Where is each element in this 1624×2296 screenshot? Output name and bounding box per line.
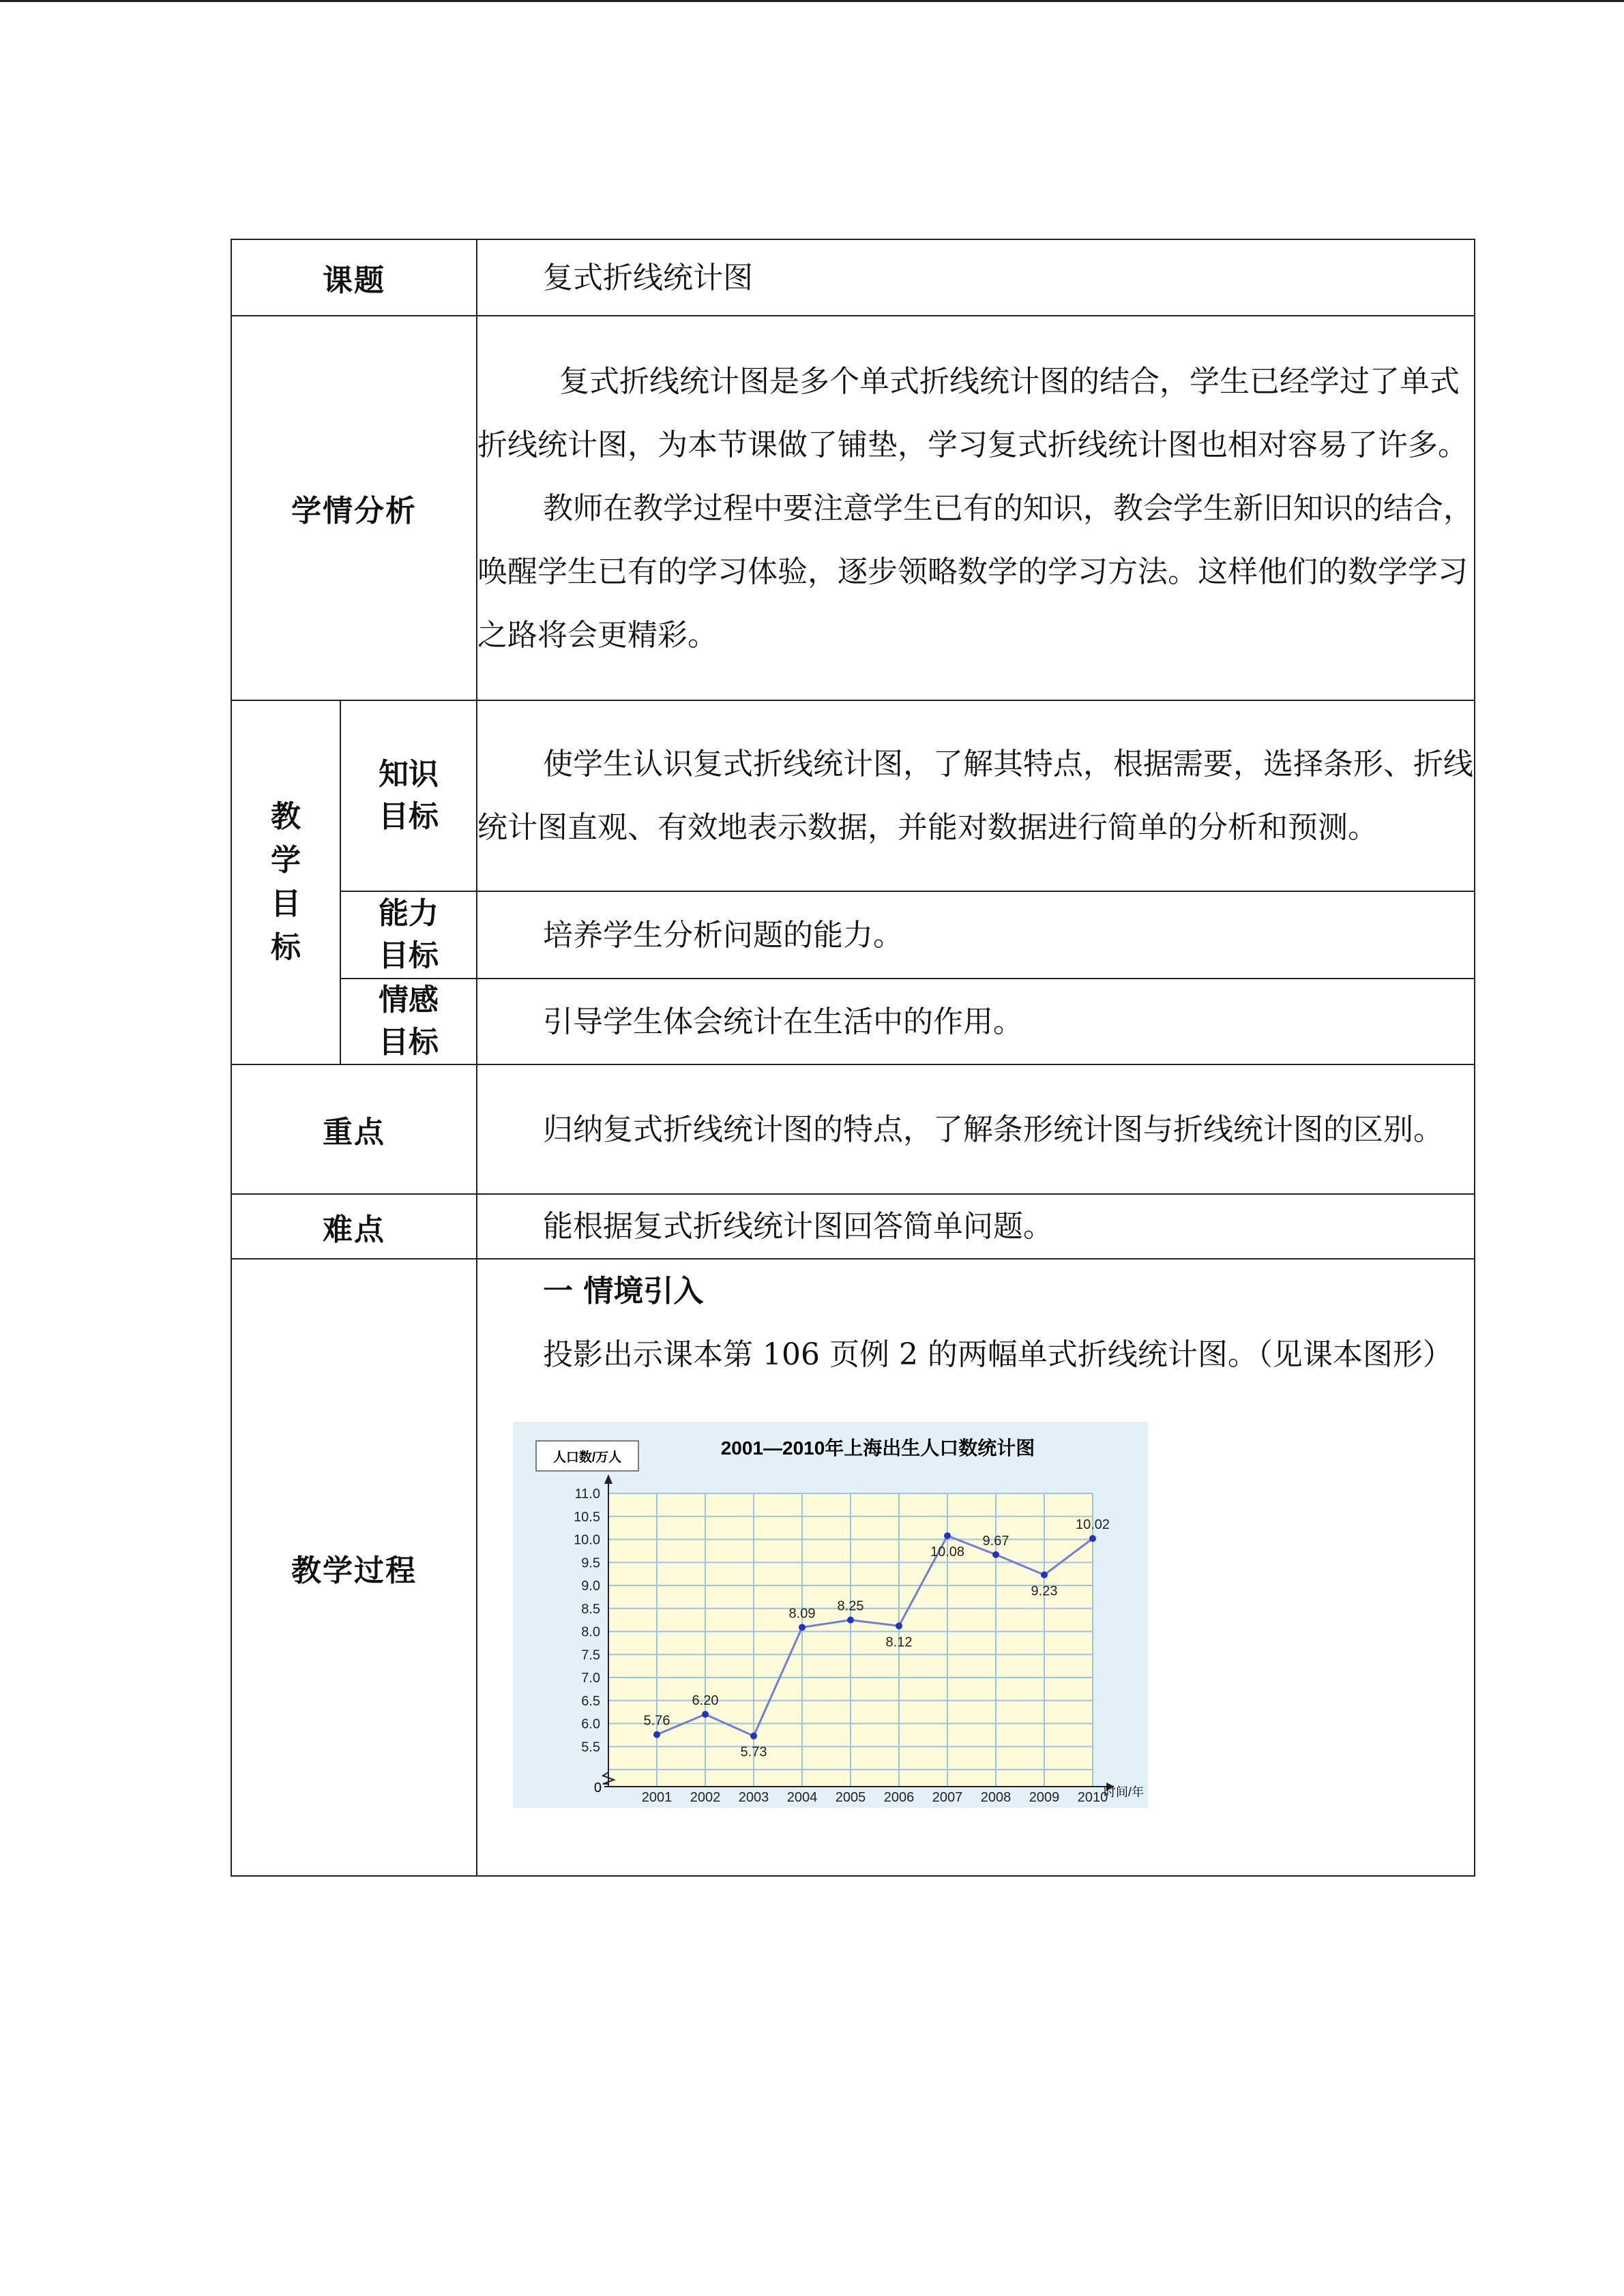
y-tick-label: 5.5	[581, 1740, 600, 1755]
row-difficulty	[231, 1194, 1475, 1259]
x-tick-label: 2007	[932, 1790, 963, 1805]
difficulty-cell	[477, 1194, 1475, 1259]
data-point	[992, 1551, 999, 1558]
row-process	[231, 1259, 1475, 1876]
y-tick-label: 10.5	[574, 1509, 600, 1525]
difficulty-label: 难点	[231, 1194, 477, 1259]
data-value-label: 10.02	[1075, 1517, 1110, 1533]
data-value-label: 9.23	[1031, 1583, 1058, 1599]
x-tick-label: 2004	[786, 1790, 818, 1805]
x-tick-label: 2003	[738, 1790, 769, 1805]
key-point-text: 归纳复式折线统计图的特点，了解条形统计图与折线统计图的区别。	[543, 1112, 1443, 1147]
x-tick-label: 2002	[690, 1790, 721, 1805]
row-key-point	[231, 1064, 1475, 1194]
knowledge-goal-label-2: 目标	[379, 799, 439, 834]
x-tick-label: 2005	[835, 1790, 866, 1805]
emotion-goal-label	[340, 979, 477, 1064]
chart-container	[513, 1422, 1148, 1808]
difficulty-text: 能根据复式折线统计图回答简单问题。	[543, 1209, 1053, 1244]
data-point	[799, 1624, 806, 1630]
data-value-label: 8.25	[837, 1598, 864, 1614]
row-goal-ability	[231, 891, 1475, 979]
goals-label-char-1: 教	[271, 799, 301, 834]
emotion-goal-label-1: 情感	[379, 983, 439, 1017]
data-value-label: 5.76	[643, 1713, 670, 1729]
data-value-label: 5.73	[740, 1744, 767, 1760]
row-topic	[231, 239, 1475, 316]
topic-value: 复式折线统计图	[543, 260, 753, 295]
y-origin-label: 0	[593, 1780, 602, 1795]
row-analysis	[231, 316, 1475, 700]
x-tick-label: 2010	[1077, 1790, 1108, 1805]
goals-label	[231, 700, 340, 1064]
process-section-title: 一 情境引入	[543, 1274, 704, 1309]
ability-goal-label-1: 能力	[379, 896, 439, 931]
y-tick-label: 11.0	[574, 1487, 600, 1502]
x-tick-label: 2009	[1029, 1790, 1060, 1805]
analysis-paragraph-1: 复式折线统计图是多个单式折线统计图的结合，学生已经学过了单式折线统计图，为本节课做了铺垫，学习复式折线统计图也相对容易了许多。	[477, 363, 1468, 462]
x-axis-label: 时间/年	[1104, 1785, 1145, 1799]
y-tick-label: 10.0	[574, 1532, 600, 1548]
row-goal-knowledge	[231, 700, 1475, 891]
x-tick-label: 2008	[980, 1790, 1012, 1805]
y-tick-label: 8.5	[581, 1601, 600, 1617]
chart-title: 2001—2010年上海出生人口数统计图	[720, 1437, 1035, 1459]
y-tick-label: 9.5	[581, 1555, 600, 1571]
page-top-rule	[0, 0, 1624, 2]
emotion-goal-cell	[477, 979, 1475, 1064]
data-value-label: 9.67	[982, 1533, 1009, 1549]
goals-label-char-2: 学	[271, 843, 301, 878]
ability-goal-label-2: 目标	[379, 938, 439, 973]
y-tick-label: 6.0	[581, 1716, 600, 1732]
goals-label-char-3: 目	[271, 886, 301, 921]
row-goal-emotion	[231, 979, 1475, 1064]
knowledge-goal-label-1: 知识	[379, 757, 439, 792]
data-point	[1041, 1571, 1048, 1578]
data-point	[653, 1731, 660, 1738]
lesson-plan-table	[231, 239, 1475, 1877]
y-tick-label: 8.0	[581, 1624, 600, 1640]
y-tick-label: 9.0	[581, 1579, 600, 1594]
ability-goal-text: 培养学生分析问题的能力。	[543, 917, 903, 953]
knowledge-goal-text: 使学生认识复式折线统计图，了解其特点，根据需要，选择条形、折线统计图直观、有效地表示数据，并能对数据进行简单的分析和预测。	[477, 747, 1473, 845]
data-point	[944, 1532, 951, 1539]
key-point-label: 重点	[231, 1064, 477, 1194]
goals-label-char-4: 标	[271, 930, 301, 965]
data-point	[1089, 1535, 1096, 1542]
analysis-paragraph-2: 教师在教学过程中要注意学生已有的知识，教会学生新旧知识的结合，唤醒学生已有的学习体验，逐步领略数学的学习方法。这样他们的数学学习之路将会更精彩。	[477, 490, 1473, 653]
x-tick-label: 2006	[883, 1790, 915, 1805]
data-value-label: 10.08	[930, 1545, 965, 1560]
data-value-label: 8.12	[885, 1635, 913, 1650]
emotion-goal-text: 引导学生体会统计在生活中的作用。	[543, 1004, 1023, 1039]
x-tick-label: 2001	[641, 1790, 673, 1805]
ability-goal-label	[340, 891, 477, 979]
y-tick-label: 7.5	[581, 1648, 600, 1663]
ability-goal-cell	[477, 891, 1475, 979]
topic-value-cell	[477, 239, 1475, 316]
knowledge-goal-label	[340, 700, 477, 891]
y-tick-label: 6.5	[581, 1693, 600, 1709]
data-point	[896, 1622, 902, 1629]
data-value-label: 8.09	[788, 1606, 816, 1622]
data-point	[750, 1733, 757, 1740]
process-intro-text: 投影出示课本第 106 页例 2 的两幅单式折线统计图。（见课本图形）	[543, 1337, 1453, 1372]
key-point-cell	[477, 1064, 1475, 1194]
process-cell	[477, 1259, 1475, 1876]
birth-population-line-chart	[513, 1422, 1148, 1808]
knowledge-goal-cell	[477, 700, 1475, 891]
y-axis-label: 人口数/万人	[552, 1450, 622, 1465]
y-axis-label-box	[536, 1441, 638, 1471]
analysis-text-cell	[477, 316, 1475, 700]
data-value-label: 6.20	[692, 1693, 719, 1708]
process-label: 教学过程	[231, 1259, 477, 1876]
topic-label: 课题	[231, 239, 477, 316]
data-point	[702, 1711, 709, 1718]
y-tick-label: 7.0	[581, 1671, 600, 1686]
analysis-label: 学情分析	[231, 316, 477, 700]
data-point	[847, 1617, 854, 1624]
emotion-goal-label-2: 目标	[379, 1025, 439, 1060]
